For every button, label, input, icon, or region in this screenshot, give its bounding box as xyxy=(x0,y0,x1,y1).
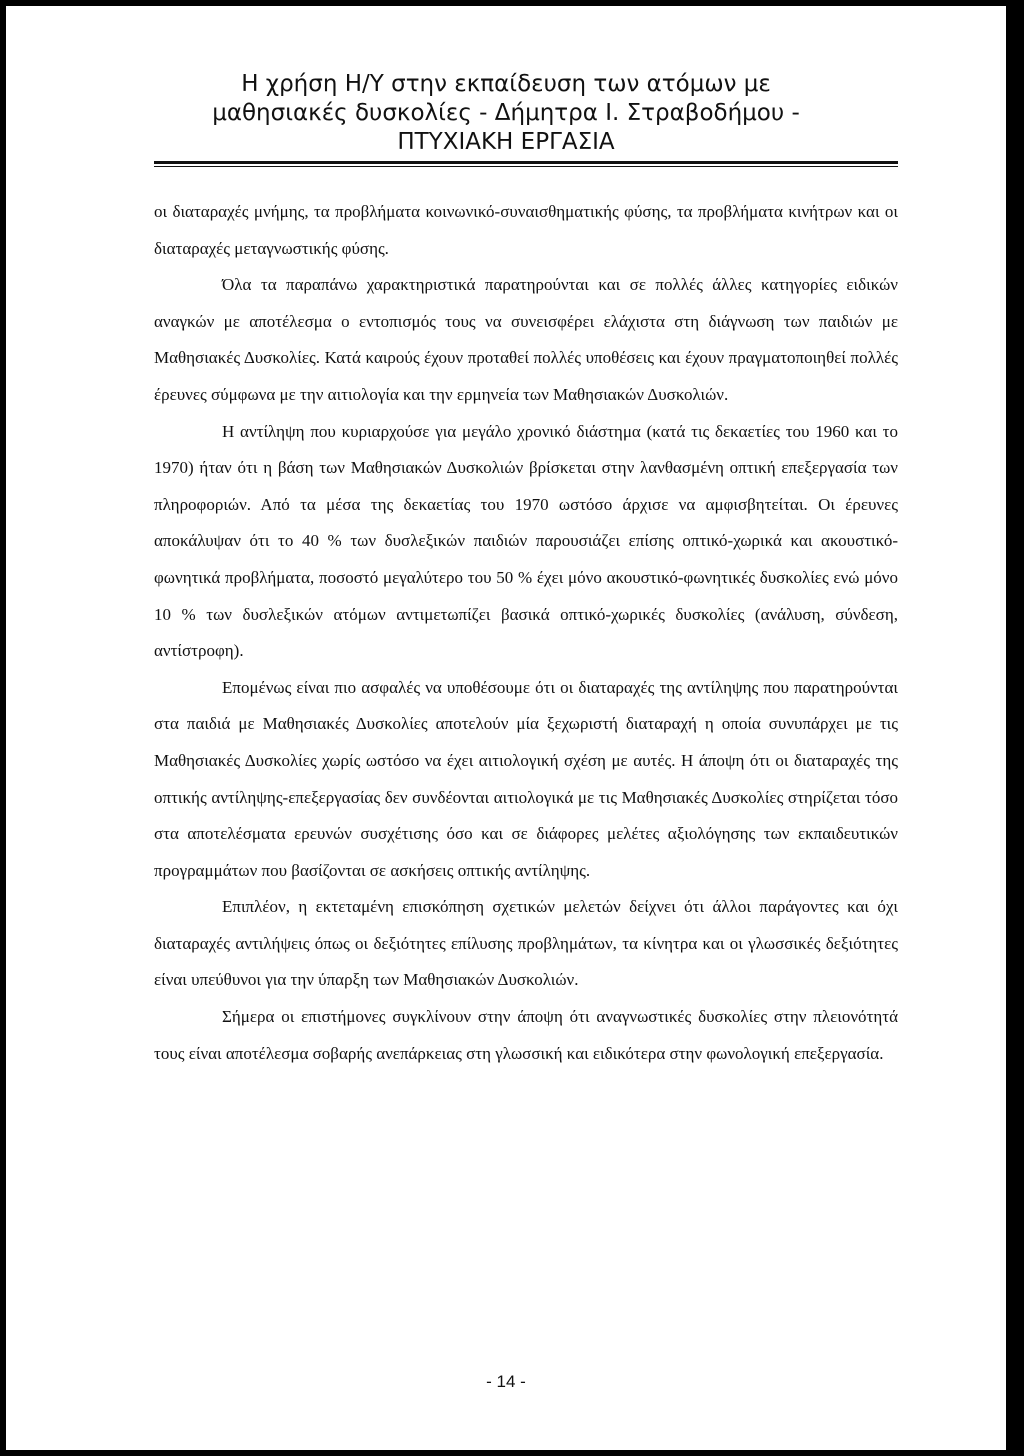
body-text xyxy=(154,194,898,1072)
header-rule-thin xyxy=(154,166,898,167)
page-number: - 14 - xyxy=(486,1372,526,1391)
paragraph-4: Επομένως είναι πιο ασφαλές να υποθέσουμε ότι οι διαταραχές της αντίληψης που παρατηρούνται στα παιδιά με Μαθησιακές Δυσκολίες αποτελούν μία ξεχωριστή διαταραχή η οποία συνυπάρχει με τις Μαθησιακές Δυσκολίες χωρίς ωστόσο να έχει αιτιολογική σχέση με αυτές. Η άποψη ότι οι διαταραχές της οπτικής αντίληψης-επεξεργασίας δεν συνδέονται αιτιολογικά με τις Μαθησιακές Δυσκολίες στηρίζεται τόσο στα αποτελέσματα ερευνών συσχέτισης όσο και σε διάφορες μελέτες αξιολόγησης των εκπαιδευτικών προγραμμάτων που βασίζονται σε ασκήσεις οπτικής αντίληψης. xyxy=(154,677,898,880)
header-line-2: μαθησιακές δυσκολίες - Δήμητρα Ι. Στραβοδήμου - xyxy=(212,100,800,126)
paragraph-6: Σήμερα οι επιστήμονες συγκλίνουν στην άποψη ότι αναγνωστικές δυσκολίες στην πλειονότητά τους είναι αποτέλεσμα σοβαρής ανεπάρκειας στη γλωσσική και ειδικότερα στην φωνολογική επεξεργασία. xyxy=(154,1007,898,1063)
running-header xyxy=(6,70,1006,157)
paragraph-3: Η αντίληψη που κυριαρχούσε για μεγάλο χρονικό διάστημα (κατά τις δεκαετίες του 1960 και το 1970) ήταν ότι η βάση των Μαθησιακών Δυσκολιών βρίσκεται στην λανθασμένη οπτική επεξεργασία των πληροφοριών. Από τα μέσα της δεκαετίας του 1970 ωστόσο άρχισε να αμφισβητείται. Οι έρευνες αποκάλυψαν ότι το 40 % των δυσλεξικών παιδιών παρουσιάζει επίσης οπτικό-χωρικά και ακουστικό-φωνητικά προβλήματα, ποσοστό μεγαλύτερο του 50 % έχει μόνο ακουστικό-φωνητικές δυσκολίες ενώ μόνο 10 % των δυσλεξικών ατόμων αντιμετωπίζει βασικά οπτικό-χωρικές δυσκολίες (ανάλυση, σύνδεση, αντίστροφη). xyxy=(154,421,898,661)
paragraph-5: Επιπλέον, η εκτεταμένη επισκόπηση σχετικών μελετών δείχνει ότι άλλοι παράγοντες και όχι διαταραχές αντιλήψεις όπως οι δεξιότητες επίλυσης προβλημάτων, τα κίνητρα και οι γλωσσικές δεξιότητες είναι υπεύθυνοι για την ύπαρξη των Μαθησιακών Δυσκολιών. xyxy=(154,897,898,990)
paragraph-1: οι διαταραχές μνήμης, τα προβλήματα κοινωνικό-συναισθηματικής φύσης, τα προβλήματα κινήτρων και οι διαταραχές μεταγνωστικής φύσης. xyxy=(154,202,898,258)
header-line-1: Η χρήση Η/Υ στην εκπαίδευση των ατόμων με xyxy=(241,71,771,97)
document-page xyxy=(6,6,1006,1450)
header-line-3: ΠΤΥΧΙΑΚΗ ΕΡΓΑΣΙΑ xyxy=(397,129,615,155)
header-rule-thick xyxy=(154,161,898,164)
paragraph-2: Όλα τα παραπάνω χαρακτηριστικά παρατηρούνται και σε πολλές άλλες κατηγορίες ειδικών αναγκών με αποτέλεσμα ο εντοπισμός τους να συνεισφέρει ελάχιστα στη διάγνωση των παιδιών με Μαθησιακές Δυσκολίες. Κατά καιρούς έχουν προταθεί πολλές υποθέσεις και έχουν πραγματοποιηθεί πολλές έρευνες σύμφωνα με την αιτιολογία και την ερμηνεία των Μαθησιακών Δυσκολιών. xyxy=(154,275,898,404)
